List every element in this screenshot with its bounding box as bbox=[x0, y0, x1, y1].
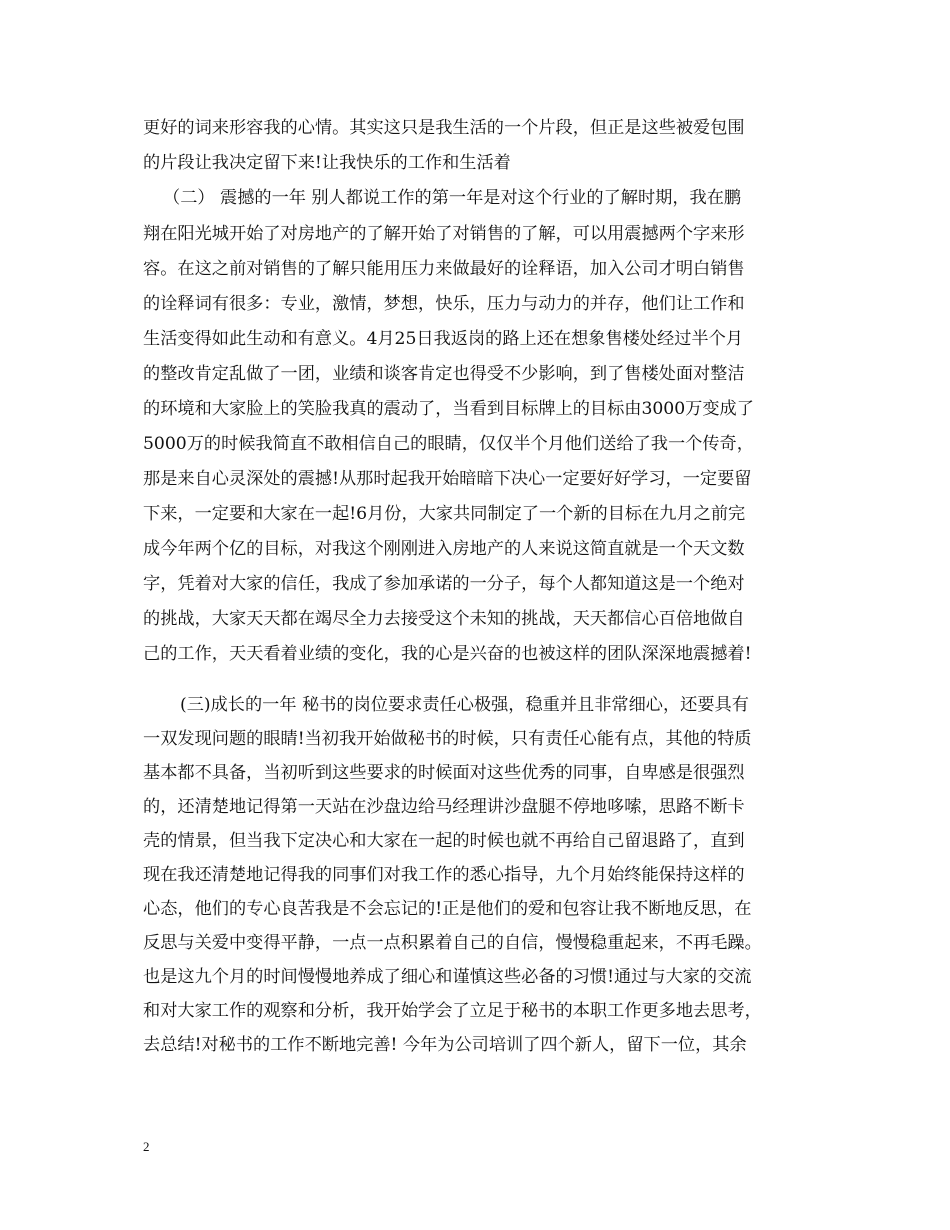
text-line: 反思与关爱中变得平静，一点一点积累着自己的自信，慢慢稳重起来，不再毛躁。 bbox=[143, 933, 762, 953]
text-line: 5000万的时候我简直不敢相信自己的眼睛，仅仅半个月他们送给了我一个传奇， bbox=[143, 434, 754, 454]
text-line: 基本都不具备，当初听到这些要求的时候面对这些优秀的同事，自卑感是很强烈 bbox=[143, 763, 745, 783]
text-line: 一双发现问题的眼睛!当初我开始做秘书的时候，只有责任心能有点，其他的特质 bbox=[143, 729, 752, 749]
text-line: 去总结!对秘书的工作不断地完善! 今年为公司培训了四个新人，留下一位，其余 bbox=[143, 1035, 747, 1055]
text-line: 的挑战，大家天天都在竭尽全力去接受这个未知的挑战，天天都信心百倍地做自 bbox=[143, 609, 745, 629]
text-line: 的，还清楚地记得第一天站在沙盘边给马经理讲沙盘腿不停地哆嗦，思路不断卡 bbox=[143, 797, 745, 817]
text-line: 的整改肯定乱做了一团，业绩和谈客肯定也得受不少影响，到了售楼处面对整洁 bbox=[143, 364, 745, 384]
text-line: 成今年两个亿的目标，对我这个刚刚进入房地产的人来说这简直就是一个天文数 bbox=[143, 539, 745, 559]
text-line: 心态，他们的专心良苦我是不会忘记的!正是他们的爱和包容让我不断地反思，在 bbox=[143, 899, 752, 919]
text-line: 那是来自心灵深处的震撼!从那时起我开始暗暗下决心一定要好好学习，一定要留 bbox=[143, 469, 752, 489]
text-line: 容。在这之前对销售的了解只能用压力来做最好的诠释语，加入公司才明白销售 bbox=[143, 259, 745, 279]
text-line: 翔在阳光城开始了对房地产的了解开始了对销售的了解，可以用震撼两个字来形 bbox=[143, 224, 745, 244]
text-line: 现在我还清楚地记得我的同事们对我工作的悉心指导，九个月始终能保持这样的 bbox=[143, 865, 745, 885]
text-line: 的诠释词有很多：专业，激情，梦想，快乐，压力与动力的并存，他们让工作和 bbox=[143, 294, 745, 314]
text-line: 己的工作，天天看着业绩的变化，我的心是兴奋的也被这样的团队深深地震撼着! bbox=[143, 644, 752, 664]
text-line: 的环境和大家脸上的笑脸我真的震动了，当看到目标牌上的目标由3000万变成了 bbox=[143, 399, 754, 419]
paragraph-heading-line: (三)成长的一年 秘书的岗位要求责任心极强，稳重并且非常细心，还要具有 bbox=[180, 695, 749, 715]
text-line: 字，凭着对大家的信任，我成了参加承诺的一分子，每个人都知道这是一个绝对 bbox=[143, 574, 745, 594]
text-line: 壳的情景，但当我下定决心和大家在一起的时候也就不再给自己留退路了，直到 bbox=[143, 831, 745, 851]
text-line: 下来，一定要和大家在一起!6月份，大家共同制定了一个新的目标在九月之前完 bbox=[143, 504, 746, 524]
text-line: 的片段让我决定留下来!让我快乐的工作和生活着 bbox=[143, 153, 511, 173]
text-line: 生活变得如此生动和有意义。4月25日我返岗的路上还在想象售楼处经过半个月 bbox=[143, 329, 743, 349]
page-number: 2 bbox=[143, 1139, 150, 1154]
paragraph-heading-line: （二） 震撼的一年 别人都说工作的第一年是对这个行业的了解时期，我在鹏 bbox=[163, 188, 742, 208]
text-line: 和对大家工作的观察和分析，我开始学会了立足于秘书的本职工作更多地去思考， bbox=[143, 1001, 762, 1021]
text-line: 也是这九个月的时间慢慢地养成了细心和谨慎这些必备的习惯!通过与大家的交流 bbox=[143, 967, 752, 987]
text-line: 更好的词来形容我的心情。其实这只是我生活的一个片段，但正是这些被爱包围 bbox=[143, 118, 745, 138]
